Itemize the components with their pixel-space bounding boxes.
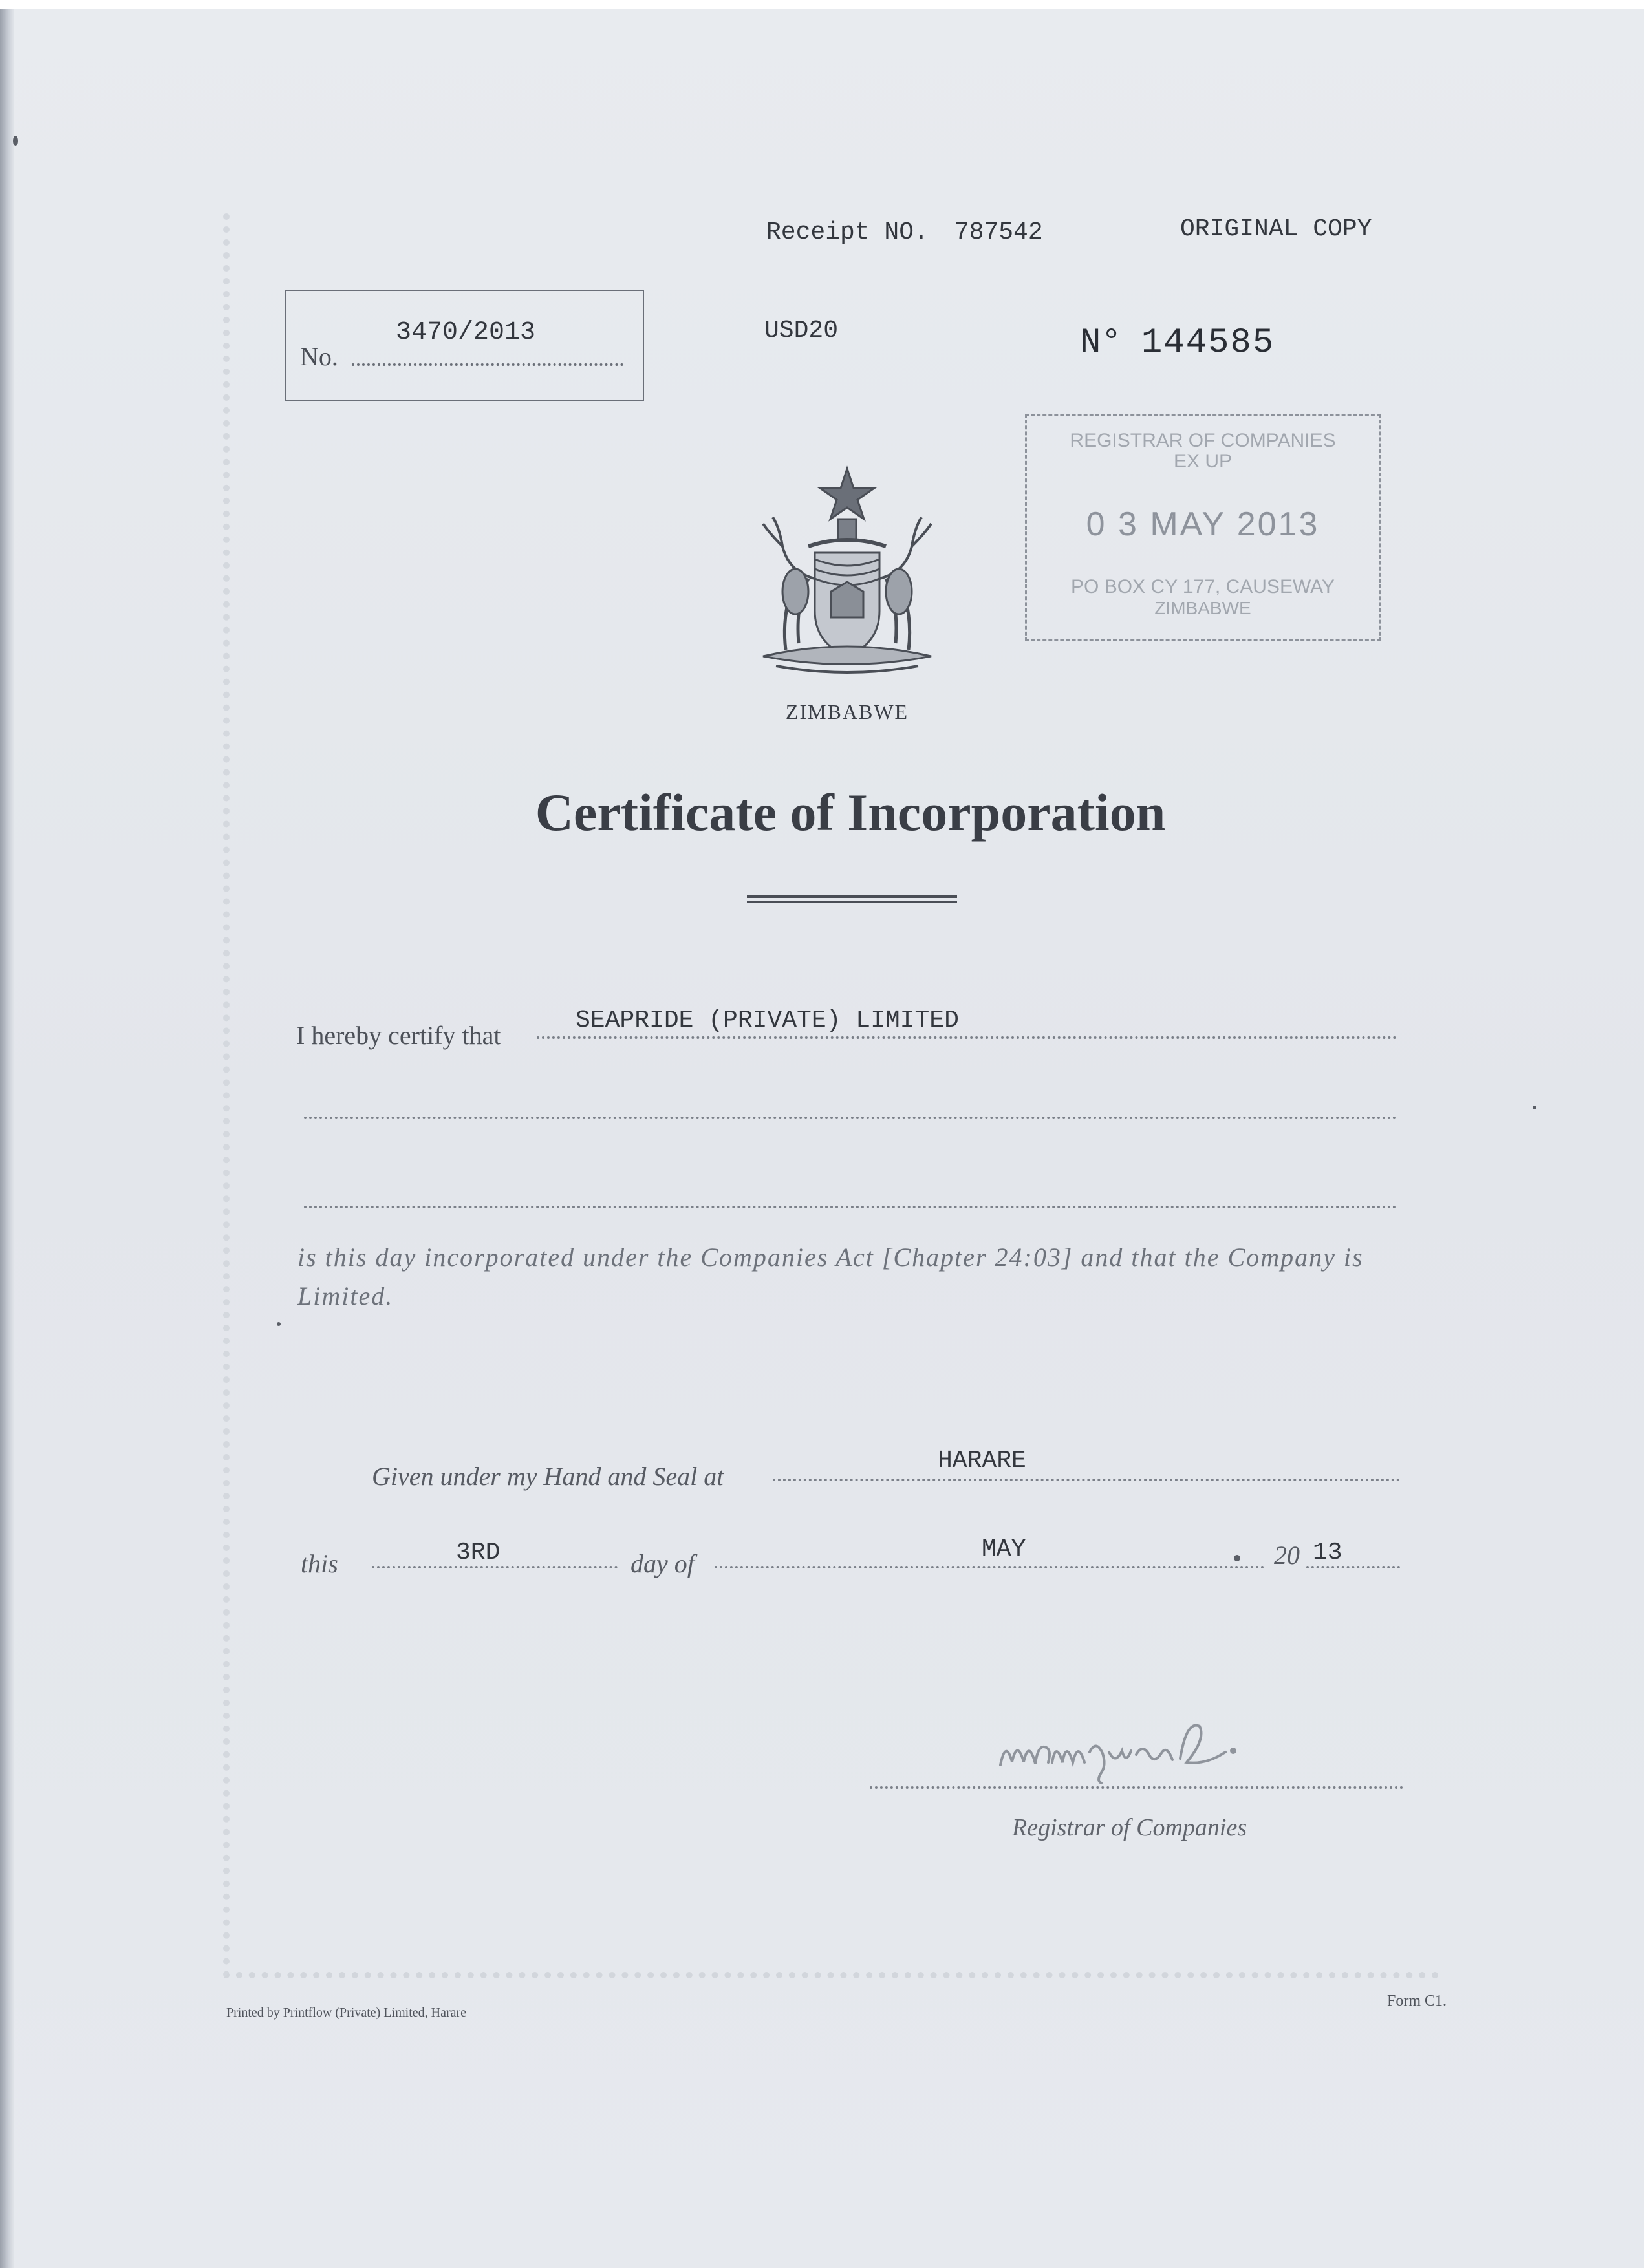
ink-speck xyxy=(1533,1106,1536,1109)
scan-right-edge xyxy=(1644,0,1649,2268)
receipt-value: 787542 xyxy=(954,219,1043,246)
this-label: this xyxy=(301,1549,338,1578)
place-dotline xyxy=(773,1479,1400,1481)
form-number: Form C1. xyxy=(1387,1993,1447,2009)
certificate-number-value: 144585 xyxy=(1141,323,1275,363)
certify-label: I hereby certify that xyxy=(296,1021,501,1050)
month-dotline xyxy=(715,1566,1264,1568)
day-value: 3RD xyxy=(456,1539,501,1567)
scan-left-edge xyxy=(0,0,14,2268)
ink-speck xyxy=(277,1322,281,1326)
registrar-date-stamp xyxy=(1025,414,1381,641)
day-of-label: day of xyxy=(630,1549,695,1578)
place-value: HARARE xyxy=(938,1447,1026,1475)
company-name-dotline-2 xyxy=(304,1117,1397,1119)
century-label: 20 xyxy=(1274,1541,1300,1570)
registration-number-box xyxy=(285,290,644,401)
month-value: MAY xyxy=(982,1535,1026,1563)
registration-number-value: 3470/2013 xyxy=(396,318,536,347)
registrar-label: Registrar of Companies xyxy=(1012,1814,1247,1841)
stamp-line-4: PO BOX CY 177, CAUSEWAY xyxy=(1071,576,1335,597)
year-value: 13 xyxy=(1313,1539,1342,1567)
zimbabwe-coat-of-arms-icon xyxy=(718,462,976,676)
company-name: SEAPRIDE (PRIVATE) LIMITED xyxy=(576,1007,959,1034)
given-label: Given under my Hand and Seal at xyxy=(372,1462,724,1491)
printer-credit: Printed by Printflow (Private) Limited, Harare xyxy=(226,2006,467,2020)
stamp-line-2: EX UP xyxy=(1173,451,1233,472)
company-name-dotline-3 xyxy=(304,1206,1397,1208)
signature-dotline xyxy=(870,1786,1403,1789)
page-title: Certificate of Incorporation xyxy=(535,783,1166,842)
country-name: ZIMBABWE xyxy=(785,700,909,723)
stamp-line-5: ZIMBABWE xyxy=(1154,598,1251,618)
registration-number-label: No. xyxy=(300,342,338,371)
scan-top-edge xyxy=(0,0,1649,9)
ink-speck xyxy=(13,136,18,146)
copy-type: ORIGINAL COPY xyxy=(1180,215,1372,243)
incorporation-statement: is this day incorporated under the Companies Act [Chapter 24:03] and that the Company is Limited. xyxy=(297,1243,1364,1311)
company-name-dotline xyxy=(537,1036,1397,1039)
registration-number-dotline xyxy=(352,363,623,366)
ink-speck xyxy=(1234,1555,1240,1561)
number-sign: N° xyxy=(1080,323,1122,363)
title-underline xyxy=(747,895,957,903)
fee-amount: USD20 xyxy=(764,317,839,345)
handwritten-signature-icon xyxy=(993,1700,1329,1791)
stamp-date: 0 3 MAY 2013 xyxy=(1086,506,1320,543)
receipt-number xyxy=(766,219,1043,246)
stamp-line-1: REGISTRAR OF COMPANIES xyxy=(1070,430,1336,451)
certificate-number xyxy=(1080,323,1275,363)
receipt-label: Receipt NO. xyxy=(766,219,929,246)
